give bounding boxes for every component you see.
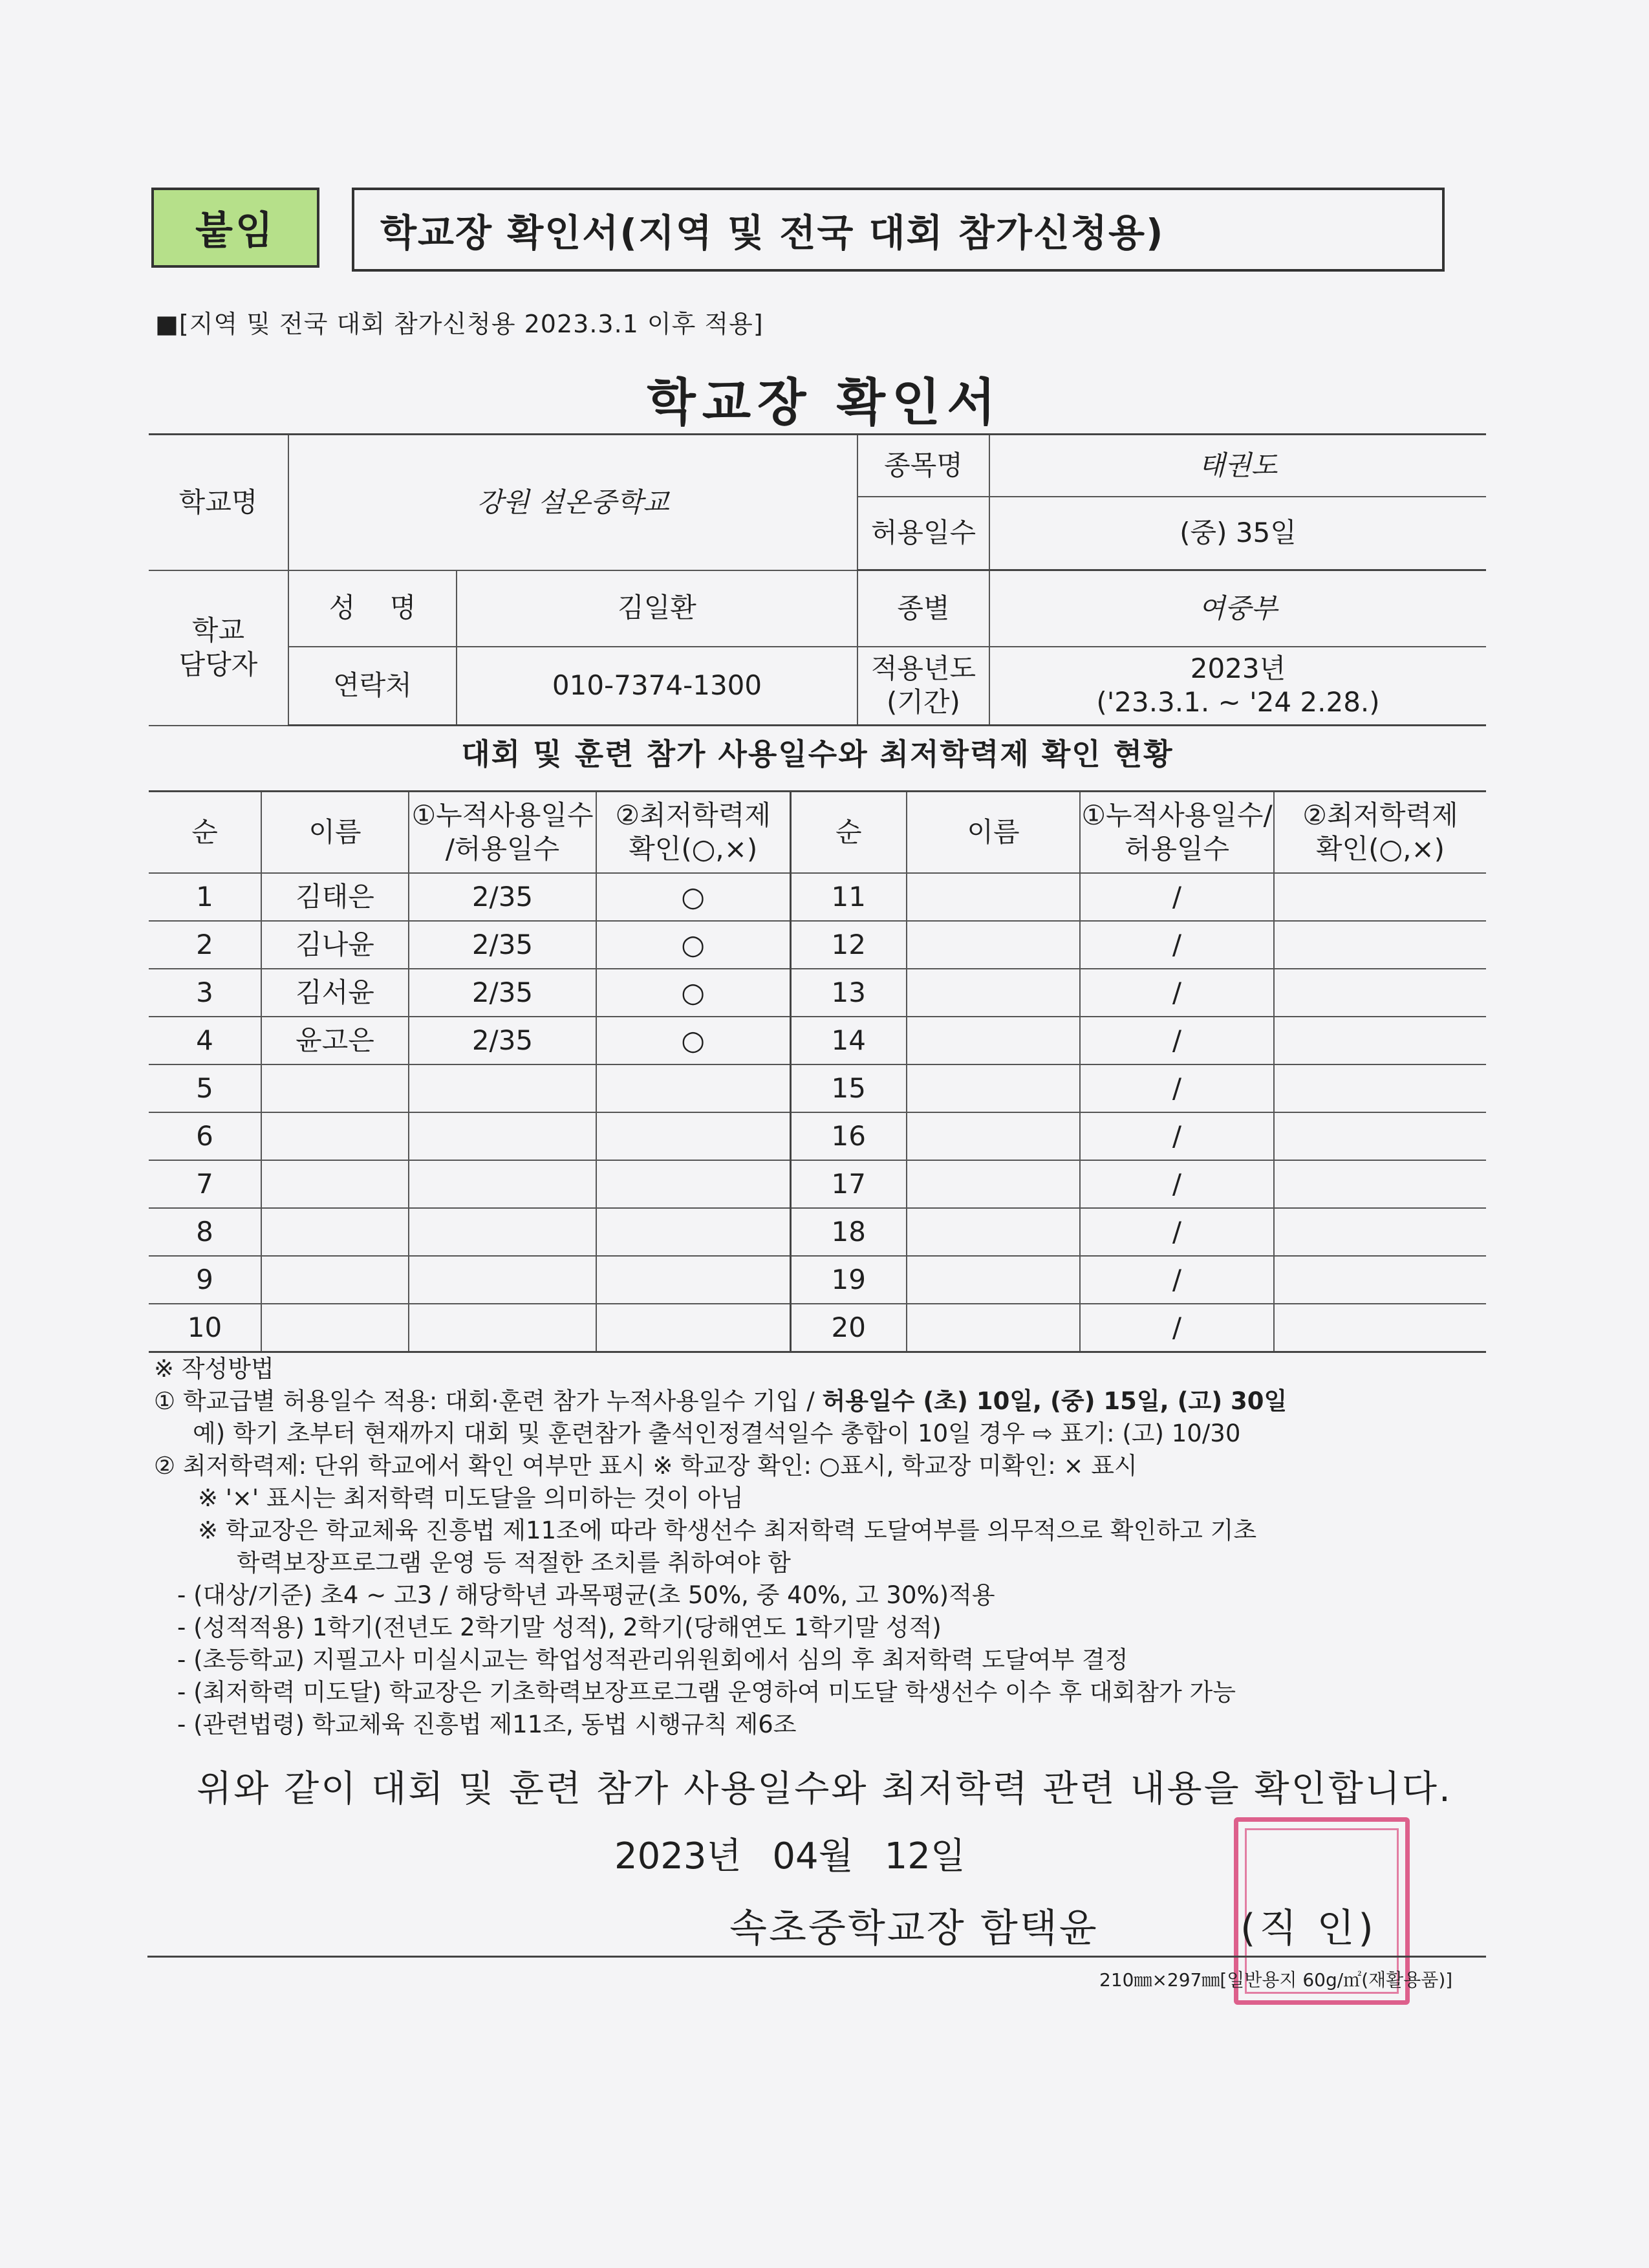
- row-check-left: [596, 1256, 790, 1304]
- manager-label: 학교 담당자: [149, 570, 288, 726]
- col-check-left: ②최저학력제 확인(○,×): [596, 792, 790, 874]
- attachment-badge: 붙임: [151, 188, 319, 268]
- row-no-left: 4: [149, 1017, 261, 1064]
- confirmation-statement: 위와 같이 대회 및 훈련 참가 사용일수와 최저학력 관련 내용을 확인합니다.: [197, 1768, 1452, 1810]
- row-name-right: [907, 1160, 1080, 1208]
- row-check-left: [596, 1112, 790, 1160]
- row-days-right: /: [1080, 1160, 1274, 1208]
- row-check-right: [1274, 1112, 1486, 1160]
- row-no-right: 12: [790, 921, 907, 969]
- note-1-text: ① 학교급별 허용일수 적용: 대회·훈련 참가 누적사용일수 기입 /: [154, 1387, 823, 1415]
- detail-1: - (대상/기준) 초4 ~ 고3 / 해당학년 과목평균(초 50%, 중 40%, 고 30%)적용: [177, 1581, 995, 1609]
- row-days-left: [409, 1160, 596, 1208]
- row-days-right: /: [1080, 1064, 1274, 1112]
- row-no-right: 14: [790, 1017, 907, 1064]
- row-days-left: 2/35: [409, 969, 596, 1017]
- note-3: ※ '×' 표시는 최저학력 미도달을 의미하는 것이 아님: [198, 1484, 744, 1512]
- table-row: [149, 1064, 1486, 1112]
- note-1-bold: 허용일수 (초) 10일, (중) 15일, (고) 30일: [822, 1387, 1288, 1415]
- row-name-left: 김나윤: [261, 921, 409, 969]
- row-no-left: 2: [149, 921, 261, 969]
- detail-2: - (성적적용) 1학기(전년도 2학기말 성적), 2학기(당해연도 1학기말 성적): [177, 1614, 942, 1641]
- principal-signature: 속초중학교장 함택윤: [729, 1906, 1099, 1951]
- row-days-left: [409, 1064, 596, 1112]
- page-title: 학교장 확인서: [647, 374, 1002, 432]
- allowed-value: (중) 35일: [989, 497, 1486, 570]
- category-value: 여중부: [989, 570, 1486, 647]
- table-row: [149, 969, 1486, 1017]
- row-days-right: /: [1080, 1017, 1274, 1064]
- row-check-left: ○: [596, 921, 790, 969]
- table-row: [149, 1112, 1486, 1160]
- row-no-left: 3: [149, 969, 261, 1017]
- sport-value: 태권도: [989, 435, 1486, 497]
- note-4-cont: 학력보장프로그램 운영 등 적절한 조치를 취하여야 함: [237, 1549, 791, 1577]
- table-row: [149, 1160, 1486, 1208]
- notes-heading: ※ 작성방법: [154, 1355, 274, 1383]
- row-no-left: 7: [149, 1160, 261, 1208]
- row-no-right: 20: [790, 1304, 907, 1352]
- detail-4: - (최저학력 미도달) 학교장은 기초학력보장프로그램 운영하여 미도달 학생선수 이수 후 대회참가 가능: [177, 1678, 1236, 1706]
- row-no-left: 6: [149, 1112, 261, 1160]
- row-days-right: /: [1080, 921, 1274, 969]
- year-value: 2023년 ('23.3.1. ~ '24 2.28.): [989, 647, 1486, 726]
- row-no-right: 13: [790, 969, 907, 1017]
- table-row: [149, 921, 1486, 969]
- year-label: 적용년도 (기간): [857, 647, 989, 726]
- row-check-right: [1274, 969, 1486, 1017]
- row-check-left: ○: [596, 1017, 790, 1064]
- row-days-left: 2/35: [409, 873, 596, 921]
- row-check-right: [1274, 1256, 1486, 1304]
- row-no-right: 15: [790, 1064, 907, 1112]
- detail-5: - (관련법령) 학교체육 진흥법 제11조, 동법 시행규칙 제6조: [177, 1711, 797, 1738]
- row-days-right: /: [1080, 1208, 1274, 1256]
- row-check-left: [596, 1304, 790, 1352]
- contact-label: 연락처: [288, 647, 457, 726]
- note-1: [154, 1385, 1499, 1418]
- row-check-right: [1274, 1304, 1486, 1352]
- note-4: ※ 학교장은 학교체육 진흥법 제11조에 따라 학생선수 최저학력 도달여부를 의무적으로 확인하고 기초: [198, 1517, 1257, 1544]
- row-no-right: 11: [790, 873, 907, 921]
- issue-date: 2023년 04월 12일: [614, 1835, 965, 1877]
- seal-label: (직 인): [1240, 1906, 1377, 1951]
- row-no-right: 19: [790, 1256, 907, 1304]
- row-name-right: [907, 969, 1080, 1017]
- applicability-note: ■[지역 및 전국 대회 참가신청용 2023.3.1 이후 적용]: [155, 310, 764, 338]
- col-days-left: ①누적사용일수 /허용일수: [409, 792, 596, 874]
- name-label: 성 명: [288, 570, 457, 647]
- row-no-right: 17: [790, 1160, 907, 1208]
- row-name-right: [907, 1017, 1080, 1064]
- header-title: 학교장 확인서(지역 및 전국 대회 참가신청용): [352, 188, 1445, 272]
- row-check-left: ○: [596, 969, 790, 1017]
- row-no-left: 5: [149, 1064, 261, 1112]
- row-check-right: [1274, 1017, 1486, 1064]
- row-check-right: [1274, 921, 1486, 969]
- row-days-right: /: [1080, 873, 1274, 921]
- row-name-left: [261, 1160, 409, 1208]
- instructions: [154, 1353, 1499, 1741]
- status-table: [149, 790, 1486, 1353]
- row-name-left: 김서윤: [261, 969, 409, 1017]
- row-name-right: [907, 1064, 1080, 1112]
- row-check-right: [1274, 1208, 1486, 1256]
- allowed-label: 허용일수: [857, 497, 989, 570]
- status-title: 대회 및 훈련 참가 사용일수와 최저학력제 확인 현황: [461, 737, 1174, 772]
- row-days-right: /: [1080, 1256, 1274, 1304]
- row-name-left: [261, 1256, 409, 1304]
- row-days-left: [409, 1304, 596, 1352]
- row-name-left: [261, 1208, 409, 1256]
- row-check-right: [1274, 1064, 1486, 1112]
- info-table: [149, 433, 1486, 726]
- note-2: ② 최저학력제: 단위 학교에서 확인 여부만 표시 ※ 학교장 확인: ○표시, 학교장 미확인: × 표시: [154, 1452, 1137, 1480]
- bottom-divider: [147, 1956, 1486, 1958]
- row-name-right: [907, 873, 1080, 921]
- row-name-right: [907, 1208, 1080, 1256]
- col-no-left: 순: [149, 792, 261, 874]
- table-row: [149, 1017, 1486, 1064]
- row-no-left: 8: [149, 1208, 261, 1256]
- row-check-left: [596, 1064, 790, 1112]
- row-name-left: 윤고은: [261, 1017, 409, 1064]
- row-name-right: [907, 1304, 1080, 1352]
- col-name-left: 이름: [261, 792, 409, 874]
- row-name-left: [261, 1064, 409, 1112]
- col-check-right: ②최저학력제 확인(○,×): [1274, 792, 1486, 874]
- row-no-right: 18: [790, 1208, 907, 1256]
- category-label: 종별: [857, 570, 989, 647]
- row-no-left: 10: [149, 1304, 261, 1352]
- detail-3: - (초등학교) 지필고사 미실시교는 학업성적관리위원회에서 심의 후 최저학력 도달여부 결정: [177, 1646, 1128, 1674]
- row-days-right: /: [1080, 1304, 1274, 1352]
- row-days-left: [409, 1208, 596, 1256]
- col-days-right: ①누적사용일수/ 허용일수: [1080, 792, 1274, 874]
- row-name-left: 김태은: [261, 873, 409, 921]
- paper-spec: 210㎜×297㎜[일반용지 60g/㎡(재활용품)]: [1099, 1969, 1453, 1991]
- row-name-left: [261, 1304, 409, 1352]
- row-no-left: 1: [149, 873, 261, 921]
- row-days-left: [409, 1256, 596, 1304]
- row-check-left: ○: [596, 873, 790, 921]
- row-check-right: [1274, 1160, 1486, 1208]
- table-row: [149, 873, 1486, 921]
- school-value: 강원 설온중학교: [288, 435, 857, 570]
- contact-value: 010-7374-1300: [457, 647, 857, 726]
- row-no-right: 16: [790, 1112, 907, 1160]
- row-no-left: 9: [149, 1256, 261, 1304]
- row-days-right: /: [1080, 969, 1274, 1017]
- table-row: [149, 1304, 1486, 1352]
- row-days-left: 2/35: [409, 921, 596, 969]
- row-check-left: [596, 1160, 790, 1208]
- table-row: [149, 1208, 1486, 1256]
- row-name-right: [907, 1256, 1080, 1304]
- sport-label: 종목명: [857, 435, 989, 497]
- row-days-right: /: [1080, 1112, 1274, 1160]
- col-name-right: 이름: [907, 792, 1080, 874]
- row-name-right: [907, 921, 1080, 969]
- row-check-right: [1274, 873, 1486, 921]
- row-name-right: [907, 1112, 1080, 1160]
- table-row: [149, 1256, 1486, 1304]
- school-label: 학교명: [149, 435, 288, 570]
- row-name-left: [261, 1112, 409, 1160]
- row-days-left: [409, 1112, 596, 1160]
- name-value: 김일환: [457, 570, 857, 647]
- row-check-left: [596, 1208, 790, 1256]
- note-1-example: 예) 학기 초부터 현재까지 대회 및 훈련참가 출석인정결석일수 총합이 10일 경우 ⇨ 표기: (고) 10/30: [193, 1420, 1241, 1447]
- col-no-right: 순: [790, 792, 907, 874]
- row-days-left: 2/35: [409, 1017, 596, 1064]
